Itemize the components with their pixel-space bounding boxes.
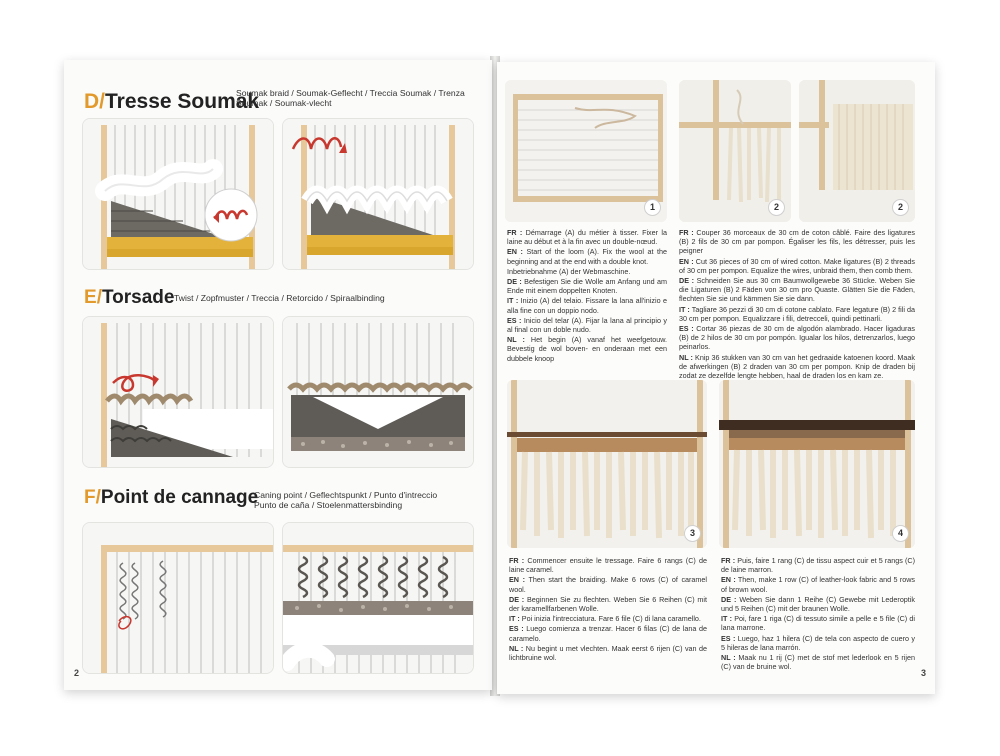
subtitle-line: Punto de caña / Stoelenmattersbinding — [254, 500, 403, 510]
instruction-text: Het begin (A) vanaf het weefgetouw. Bevestig de wol boven- en onderaan met een dubbele knoop — [507, 335, 667, 363]
instruction-text: Tagliare 36 pezzi di 30 cm di cotone cablato. Fare legature (B) 2 fili da 30 cm per pompon. Equalizzare i fili, detrecceli, quindi pettinarli. — [679, 304, 916, 323]
instruction-text: Cortar 36 piezas de 30 cm de algodón alambrado. Hacer ligaduras (B) de 2 hilos de 30 cm por pompón. Igualar los hilos, detrenzarlos, luego peinarlos. — [679, 324, 915, 352]
twist-drawing-2 — [283, 317, 473, 467]
section-letter: D — [84, 90, 100, 113]
instruction-paragraph — [507, 247, 667, 265]
instruction-text: Beginnen Sie zu flechten. Weben Sie 6 Reihen (C) mit der karamellfarbenen Wolle. — [509, 594, 707, 614]
instruction-paragraph — [507, 335, 667, 363]
section-d-subtitle — [236, 88, 486, 108]
language-label: NL : — [509, 643, 524, 653]
subtitle-line: Soumak braid / Soumak-Geflecht / Treccia Soumak / Trenza — [236, 88, 465, 98]
section-f-subtitle — [254, 490, 484, 510]
heading-slash: / — [95, 487, 101, 508]
soumak-drawing-2 — [283, 119, 473, 269]
instruction-text: Maak nu 1 rij (C) met de stof met lederlook en 5 rijen (C) van de bruine wol. — [721, 653, 915, 672]
instruction-text: Commencer ensuite le tressage. Faire 6 rangs (C) de laine caramel. — [509, 556, 707, 575]
subtitle-line: Soumak / Soumak-vlecht — [236, 98, 332, 108]
language-label: ES : — [509, 624, 524, 634]
language-label: ES : — [721, 633, 736, 643]
right-page — [497, 62, 935, 694]
subtitle-line: Twist / Zopfmuster / Treccia / Retorcido / Spiraalbinding — [174, 293, 385, 303]
page-number: 3 — [921, 668, 927, 678]
step-badge: 2 — [768, 199, 785, 216]
photo-step-1 — [505, 80, 667, 222]
step-badge: 2 — [892, 199, 909, 216]
instruction-paragraph — [721, 634, 915, 652]
soumak-illustration-2 — [282, 118, 474, 270]
caning-drawing-1 — [83, 523, 273, 673]
instruction-paragraph — [507, 267, 667, 276]
twist-illustration-2 — [282, 316, 474, 468]
instruction-paragraph — [509, 595, 707, 613]
instruction-paragraph — [679, 257, 915, 275]
language-label: NL : — [721, 653, 736, 663]
photo-step-4 — [719, 380, 915, 548]
instruction-text: Inbetriebnahme (A) der Webmaschine. — [507, 266, 631, 276]
language-label: EN : — [509, 575, 525, 585]
photo-step-2a — [679, 80, 791, 222]
instruction-paragraph — [679, 276, 915, 304]
step-4-text — [721, 556, 915, 672]
language-label: DE : — [721, 594, 737, 604]
instruction-text: Knip 36 stukken van 30 cm van het gedraaide katoenen koord. Maak de afwerkingen (B) 2 draden van 30 cm per pompon. Knip de draden bij zodat ze dezelfde lengte hebben, haal de draden los en kam ze. — [679, 352, 915, 381]
language-label: FR : — [509, 556, 525, 565]
heading-slash: / — [99, 90, 106, 113]
language-label: ES : — [679, 324, 694, 334]
step-1-text — [507, 228, 667, 364]
section-title: Point de cannage — [100, 487, 259, 508]
instruction-paragraph — [507, 316, 667, 334]
language-label: EN : — [721, 575, 736, 585]
instruction-paragraph — [679, 305, 915, 323]
instruction-paragraph — [679, 324, 915, 352]
instruction-text: Nu begint u met vlechten. Maak eerst 6 rijen (C) van de lichtbruine wol. — [509, 643, 707, 663]
instruction-text: Then start the braiding. Make 6 rows (C) of caramel wool. — [509, 575, 708, 594]
section-title: Torsade — [101, 287, 175, 308]
instruction-text: Schneiden Sie aus 30 cm Baumwollgewebe 36 Stücke. Weben Sie die Ligaturen (B) 2 Fäden von 30 cm pro Quaste. Glätten Sie die Fäden, flechten Sie sie und kämmen Sie sie dann. — [679, 276, 916, 304]
heading-slash: / — [96, 287, 102, 308]
instruction-paragraph — [721, 556, 915, 574]
language-label: DE : — [507, 277, 522, 287]
step-badge: 4 — [892, 525, 909, 542]
instruction-paragraph — [507, 296, 667, 314]
instruction-text: Inizio (A) del telaio. Fissare la lana all'inizio e alla fine con un doppio nodo. — [507, 296, 668, 315]
language-label: DE : — [679, 276, 694, 286]
instruction-text: Weben Sie dann 1 Reihe (C) Gewebe mit Lederoptik und 5 Reihen (C) mit der braunen Wolle. — [721, 594, 915, 614]
language-label: IT : — [507, 296, 519, 306]
instruction-text: Cut 36 pieces of 30 cm of wired cotton. Make ligatures (B) 2 threads of 30 cm per pompon. Equalize the wires, unbraid them, then comb them. — [679, 256, 916, 275]
language-label: IT : — [509, 614, 520, 624]
instruction-text: Inicio del telar (A). Fijar la lana al principio y al final con un doble nudo. — [507, 315, 667, 335]
instruction-paragraph — [679, 353, 915, 381]
instruction-text: Luego, haz 1 hilera (C) de tela con aspecto de cuero y 5 hileras de lana marrón. — [721, 633, 915, 652]
language-label: EN : — [507, 247, 523, 257]
instruction-paragraph — [507, 228, 667, 246]
instruction-paragraph — [509, 556, 707, 574]
language-label: DE : — [509, 594, 525, 604]
language-label: FR : — [721, 556, 736, 565]
instruction-paragraph — [721, 575, 915, 593]
instruction-paragraph — [721, 595, 915, 613]
language-label: EN : — [679, 256, 694, 266]
section-letter: E — [84, 287, 97, 308]
caning-illustration-1 — [82, 522, 274, 674]
instruction-text: Start of the loom (A). Fix the wool at the beginning and at the end with a double knot. — [507, 247, 667, 266]
section-d-heading — [84, 90, 259, 114]
instruction-text: Puis, faire 1 rang (C) de tissu aspect cuir et 5 rangs (C) de laine marron. — [721, 556, 915, 575]
instruction-paragraph — [507, 277, 667, 295]
instruction-text: Poi inizia l'intrecciatura. Fare 6 file (C) di lana caramello. — [519, 614, 701, 624]
section-e-subtitle — [174, 293, 474, 303]
photo-step-3 — [507, 380, 707, 548]
soumak-illustration-1 — [82, 118, 274, 270]
language-label: IT : — [679, 304, 690, 314]
soumak-drawing-1 — [83, 119, 273, 269]
loom-start-photo — [505, 80, 667, 222]
language-label: FR : — [679, 228, 694, 237]
twist-illustration-1 — [82, 316, 274, 468]
twist-drawing-1 — [83, 317, 273, 467]
subtitle-line: Caning point / Geflechtspunkt / Punto d'intreccio — [254, 490, 438, 500]
instruction-text: Luego comienza a trenzar. Hacer 6 filas (C) de lana de caramelo. — [509, 624, 707, 643]
step-badge: 3 — [684, 525, 701, 542]
page-number: 2 — [74, 668, 80, 678]
section-title: Tresse Soumak — [105, 90, 260, 113]
instruction-text: Démarrage (A) du métier à tisser. Fixer la laine au début et à la fin avec un double-nœud. — [507, 228, 667, 247]
language-label: ES : — [507, 315, 522, 325]
language-label: NL : — [507, 335, 525, 345]
instruction-text: Poi, fare 1 riga (C) di tessuto simile a pelle e 5 file (C) di lana marrone. — [721, 614, 915, 633]
section-e-heading — [84, 287, 174, 309]
photo-step-2b — [799, 80, 915, 222]
instruction-text: Then, make 1 row (C) of leather-look fabric and 5 rows of brown wool. — [721, 575, 916, 594]
instruction-text: Befestigen Sie die Wolle am Anfang und am Ende mit einem doppelten Knoten. — [507, 277, 667, 296]
section-letter: F — [84, 487, 96, 508]
instruction-paragraph — [509, 644, 707, 662]
language-label: IT : — [721, 614, 732, 624]
instruction-paragraph — [509, 575, 707, 593]
instruction-paragraph — [721, 653, 915, 671]
step-3-text — [509, 556, 707, 663]
instruction-paragraph — [509, 624, 707, 642]
step-badge: 1 — [644, 199, 661, 216]
language-label: FR : — [507, 228, 523, 237]
instruction-paragraph — [509, 614, 707, 623]
language-label: NL : — [679, 352, 693, 362]
caning-illustration-2 — [282, 522, 474, 674]
section-f-heading — [84, 487, 258, 509]
instruction-paragraph — [679, 228, 915, 256]
instruction-paragraph — [721, 614, 915, 632]
step-2-text — [679, 228, 915, 381]
caramel-rows-photo — [507, 380, 707, 548]
caning-drawing-2 — [283, 523, 473, 673]
brown-rows-photo — [719, 380, 915, 548]
instruction-text: Couper 36 morceaux de 30 cm de coton câblé. Faire des ligatures (B) 2 fils de 30 cm par pompon. Égaliser les fils, les détresser, puis les peigner — [679, 228, 915, 256]
left-page — [64, 60, 492, 690]
